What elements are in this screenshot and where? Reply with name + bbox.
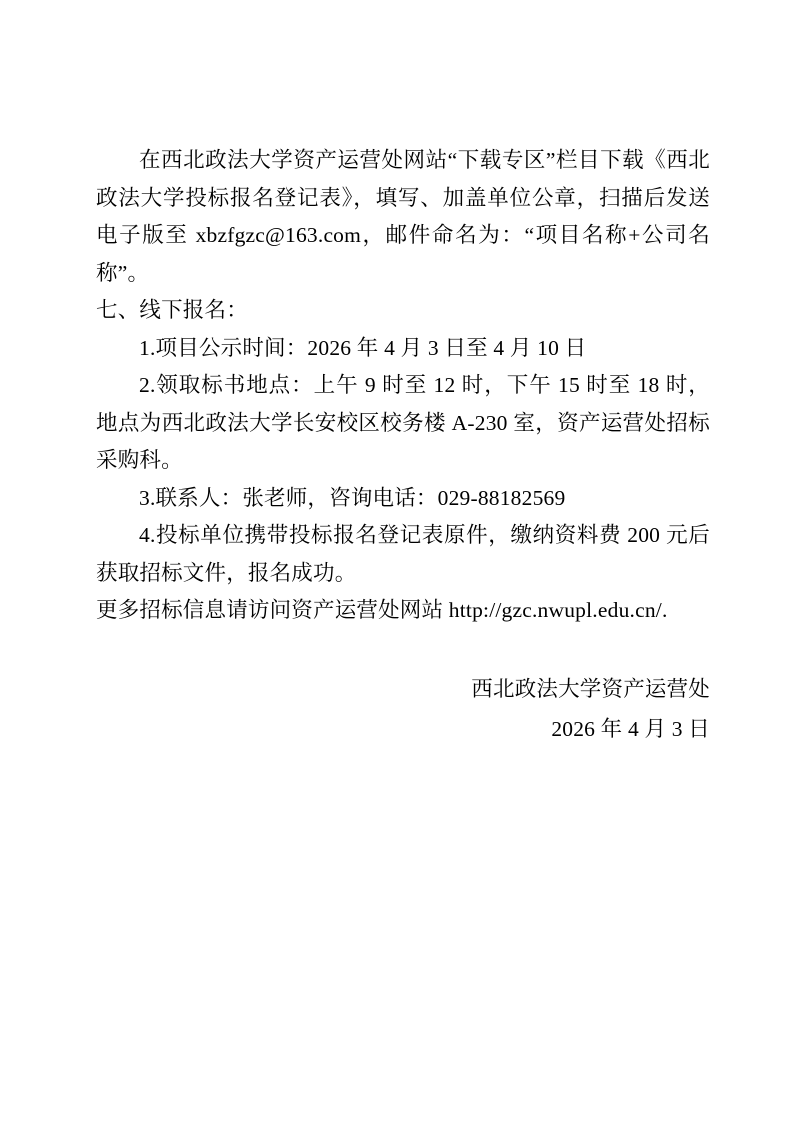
list-item-publicity-time: 1.项目公示时间：2026 年 4 月 3 日至 4 月 10 日 <box>139 335 587 360</box>
signature-date: 2026 年 4 月 3 日 <box>551 717 710 741</box>
paragraph-more-info-website: 更多招标信息请访问资产运营处网站 http://gzc.nwupl.edu.cn/. <box>96 598 668 622</box>
signature-organization: 西北政法大学资产运营处 <box>471 676 710 701</box>
section-heading-offline-registration: 七、线下报名： <box>96 298 248 322</box>
list-item-document-fee: 4.投标单位携带投标报名登记表原件，缴纳资料费 200 元后获取招标文件，报名成功。 <box>96 523 710 585</box>
list-item-contact-info: 3.联系人：张老师，咨询电话：029-88182569 <box>139 485 566 510</box>
document-body <box>96 142 710 749</box>
list-item-pickup-location: 2.领取标书地点：上午 9 时至 12 时，下午 15 时至 18 时，地点为西北政法大学长安校区校务楼 A-230 室，资产运营处招标采购科。 <box>96 373 710 472</box>
paragraph-download-instructions: 在西北政法大学资产运营处网站“下载专区”栏目下载《西北政法大学投标报名登记表》，填写、加盖单位公章，扫描后发送电子版至 xbzfgzc@163.com，邮件命名为：“项目名称+公司名称”。 <box>96 148 710 285</box>
